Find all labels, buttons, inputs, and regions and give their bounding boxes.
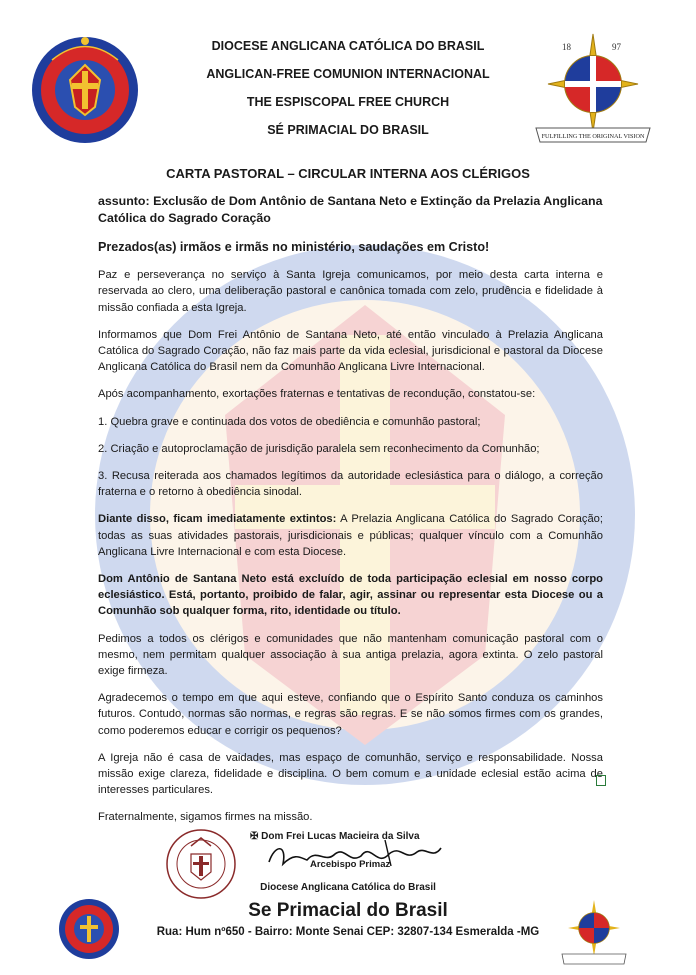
paragraph-5: Dom Antônio de Santana Neto está excluído de toda participação eclesial em nosso corpo eclesiástico. Está, portanto, proibido de falar, agir, assinar ou representar esta Diocese ou a Comunhão sob qualquer forma, rito, identidade ou título. bbox=[98, 573, 603, 618]
greeting: Prezados(as) irmãos e irmãs no ministério, saudações em Cristo! bbox=[98, 240, 490, 254]
footer-address: Rua: Hum nº650 - Bairro: Monte Senai CEP: 32807-134 Esmeralda -MG bbox=[156, 926, 540, 938]
signer-role: Arcebispo Primaz bbox=[310, 859, 391, 870]
paragraph-2: Informamos que Dom Frei Antônio de Santana Neto, até então vinculado à Prelazia Anglicana Católica do Sagrado Coração, não faz mais parte da vida eclesial, jurisdicional e pastoral da Diocese Anglicana Católica do Brasil nem da Comunhão Anglicana Livre Internacional. bbox=[98, 328, 603, 374]
paragraph-8: A Igreja não é casa de vaidades, mas espaço de comunhão, serviço e responsabilidade. Nossa missão exige clareza, fidelidade e disciplina. O bem comum e a unidade eclesial estão acima de interesses particulares. bbox=[98, 751, 603, 797]
list-item-3: 3. Recusa reiterada aos chamados legítimos da autoridade eclesiástica para o diálogo, a correção fraterna e o retorno à obediência sinodal. bbox=[98, 470, 603, 499]
checkbox-mark-icon bbox=[596, 775, 606, 786]
paragraph-3: Após acompanhamento, exortações fraternas e tentativas de recondução, constatou-se: bbox=[98, 388, 536, 401]
paragraph-1: Paz e perseverança no serviço à Santa Igreja comunicamos, por meio desta carta interna e reservada ao clero, uma deliberação pastoral e canônica tomada com zelo, prudência e fidelidade à missão confiada a esta Igreja. bbox=[98, 269, 603, 314]
letterhead bbox=[150, 38, 546, 150]
subject-line: assunto: Exclusão de Dom Antônio de Santana Neto e Extinção da Prelazia Anglicana Católica do Sagrado Coração bbox=[98, 194, 603, 225]
letter-body bbox=[98, 193, 603, 837]
compass-cross-seal-icon bbox=[528, 32, 658, 152]
header-line-1: DIOCESE ANGLICANA CATÓLICA DO BRASIL bbox=[211, 39, 485, 53]
header-line-2: ANGLICAN-FREE COMUNION INTERNACIONAL bbox=[206, 67, 490, 81]
diocese-seal-icon bbox=[30, 35, 140, 145]
footer-title: Se Primacial do Brasil bbox=[248, 900, 448, 921]
paragraph-4-rest: A Prelazia Anglicana Católica do Sagrado Coração; todas as suas atividades pastorais, jurisdicionais e públicas; qualquer vínculo com a Comunhão Anglicana Livre Internacional e com esta Diocese. bbox=[98, 513, 603, 558]
header-line-4: SÉ PRIMACIAL DO BRASIL bbox=[267, 123, 429, 137]
footer-diocese-seal-icon bbox=[58, 898, 120, 960]
paragraph-7: Agradecemos o tempo em que aqui esteve, confiando que o Espírito Santo conduza os caminhos futuros. Contudo, normas são normas, e regras são regras. E se não somos firmes com os grandes, como poderemos educar e corrigir os pequenos? bbox=[98, 692, 603, 737]
signer-name: ✠ Dom Frei Lucas Macieira da Silva bbox=[250, 831, 420, 842]
paragraph-6: Pedimos a todos os clérigos e comunidades que não mantenham comunicação pastoral com o mesmo, nem permitam qualquer associação à sua antiga prelazia, agora extinta. O zelo pastoral exige firmeza. bbox=[98, 632, 603, 678]
paragraph-4-lead: Diante disso, ficam imediatamente extintos: bbox=[98, 513, 337, 526]
header-line-3: THE ESPISCOPAL FREE CHURCH bbox=[246, 95, 450, 109]
seal-banner-text: FULFILLING THE ORIGINAL VISION bbox=[541, 133, 645, 140]
list-item-1: 1. Quebra grave e continuada dos votos de obediência e comunhão pastoral; bbox=[98, 415, 481, 428]
footer-compass-seal-icon bbox=[558, 898, 630, 968]
document-title: CARTA PASTORAL – CIRCULAR INTERNA AOS CLÉRIGOS bbox=[166, 166, 530, 181]
footer-diocese: Diocese Anglicana Católica do Brasil bbox=[260, 882, 436, 893]
seal-year-left: 18 bbox=[562, 42, 571, 52]
paragraph-4 bbox=[98, 511, 603, 560]
seal-year-right: 97 bbox=[612, 42, 621, 52]
list-item-2: 2. Criação e autoproclamação de jurisdição paralela sem reconhecimento da Comunhão; bbox=[98, 442, 540, 455]
closing-line: Fraternalmente, sigamos firmes na missão. bbox=[98, 811, 313, 824]
